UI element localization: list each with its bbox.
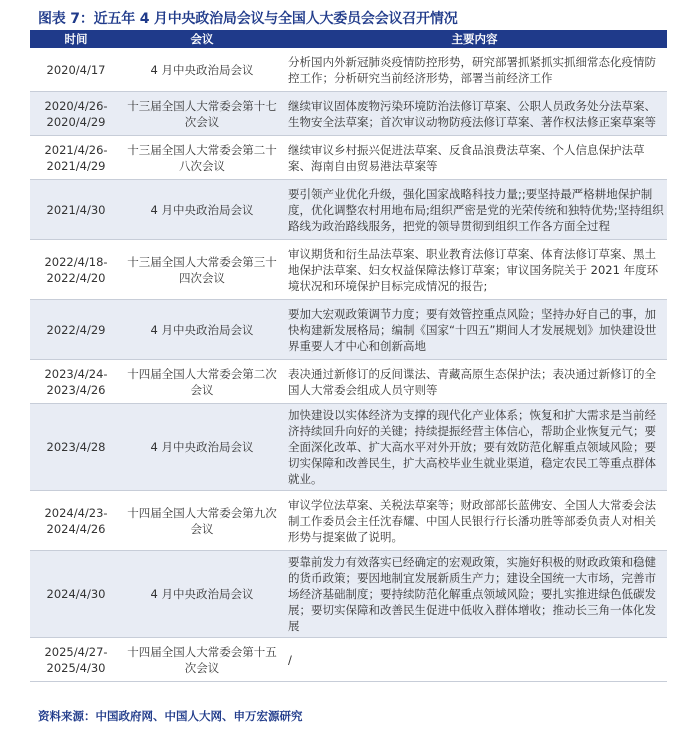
cell-content: 要靠前发力有效落实已经确定的宏观政策，实施好积极的财政政策和稳健的货币政策；要因地制宜发展新质生产力；建设全国统一大市场，完善市场经济基础制度；要持续防范化解重点领域风险；要扎实推进绿色低碳发展；要切实保障和改善民生促进中低收入群体增收；推动长三角一体化发展 xyxy=(282,551,667,638)
meetings-table xyxy=(30,30,667,682)
table-row xyxy=(30,404,667,491)
cell-meeting: 十三届全国人大常委会第十七次会议 xyxy=(122,92,282,136)
cell-content: 继续审议乡村振兴促进法草案、反食品浪费法草案、个人信息保护法草案、海南自由贸易港法草案等 xyxy=(282,136,667,180)
cell-content: 分析国内外新冠肺炎疫情防控形势，研究部署抓紧抓实抓细常态化疫情防控工作；分析研究当前经济形势，部署当前经济工作 xyxy=(282,48,667,92)
cell-content: 表决通过新修订的反间谍法、青藏高原生态保护法；表决通过新修订的全国人大常委会组成人员守则等 xyxy=(282,360,667,404)
cell-meeting: 4 月中央政治局会议 xyxy=(122,551,282,638)
cell-content: 要引领产业优化升级，强化国家战略科技力量;;要坚持最严格耕地保护制度，优化调整农村用地布局;组织严密是党的光荣传统和独特优势;坚持组织路线为政治路线服务，把党的领导贯彻到组织工作各方面全过程 xyxy=(282,180,667,240)
table-row xyxy=(30,240,667,300)
cell-meeting: 十四届全国人大常委会第十五次会议 xyxy=(122,638,282,682)
table-row xyxy=(30,136,667,180)
table-row xyxy=(30,551,667,638)
cell-meeting: 4 月中央政治局会议 xyxy=(122,404,282,491)
table-row xyxy=(30,92,667,136)
header-time: 时间 xyxy=(30,30,122,48)
cell-time: 2020/4/17 xyxy=(30,48,122,92)
cell-time: 2023/4/28 xyxy=(30,404,122,491)
cell-time: 2023/4/24-2023/4/26 xyxy=(30,360,122,404)
cell-content: 加快建设以实体经济为支撑的现代化产业体系；恢复和扩大需求是当前经济持续回升向好的关键；持续提振经营主体信心，帮助企业恢复元气；要全面深化改革、扩大高水平对外开放；要有效防范化解重点领域风险；要切实保障和改善民生，扩大高校毕业生就业渠道，稳定农民工等重点群体就业。 xyxy=(282,404,667,491)
table-row xyxy=(30,638,667,682)
cell-meeting: 4 月中央政治局会议 xyxy=(122,48,282,92)
cell-time: 2024/4/23-2024/4/26 xyxy=(30,491,122,551)
header-meeting: 会议 xyxy=(122,30,282,48)
table-row xyxy=(30,180,667,240)
cell-time: 2021/4/30 xyxy=(30,180,122,240)
cell-content: 继续审议固体废物污染环境防治法修订草案、公职人员政务处分法草案、生物安全法草案；首次审议动物防疫法修订草案、著作权法修正案草案等 xyxy=(282,92,667,136)
figure-title: 图表 7：近五年 4 月中央政治局会议与全国人大委员会会议召开情况 xyxy=(38,11,458,27)
cell-time: 2021/4/26-2021/4/29 xyxy=(30,136,122,180)
cell-meeting: 十四届全国人大常委会第二次会议 xyxy=(122,360,282,404)
cell-content: 审议学位法草案、关税法草案等；财政部部长蓝佛安、全国人大常委会法制工作委员会主任沈春耀、中国人民银行行长潘功胜等部委负责人对相关形势与提案做了说明。 xyxy=(282,491,667,551)
cell-time: 2024/4/30 xyxy=(30,551,122,638)
table-row xyxy=(30,300,667,360)
cell-content: 要加大宏观政策调节力度；要有效管控重点风险；坚持办好自己的事，加快构建新发展格局；编制《国家“十四五”期间人才发展规划》加快建设世界重要人才中心和创新高地 xyxy=(282,300,667,360)
cell-meeting: 十四届全国人大常委会第九次会议 xyxy=(122,491,282,551)
header-content: 主要内容 xyxy=(282,30,667,48)
cell-time: 2025/4/27-2025/4/30 xyxy=(30,638,122,682)
cell-content: 审议期货和衍生品法草案、职业教育法修订草案、体育法修订草案、黑土地保护法草案、妇女权益保障法修订草案；审议国务院关于 2021 年度环境状况和环境保护目标完成情况的报告; xyxy=(282,240,667,300)
cell-time: 2022/4/29 xyxy=(30,300,122,360)
table-header-row xyxy=(30,30,667,48)
cell-meeting: 十三届全国人大常委会第三十四次会议 xyxy=(122,240,282,300)
table-row xyxy=(30,360,667,404)
cell-time: 2020/4/26-2020/4/29 xyxy=(30,92,122,136)
cell-meeting: 4 月中央政治局会议 xyxy=(122,180,282,240)
table-row xyxy=(30,48,667,92)
cell-content: / xyxy=(282,638,667,682)
cell-meeting: 十三届全国人大常委会第二十八次会议 xyxy=(122,136,282,180)
cell-time: 2022/4/18-2022/4/20 xyxy=(30,240,122,300)
table-row xyxy=(30,491,667,551)
source-note: 资料来源：中国政府网、中国人大网、申万宏源研究 xyxy=(38,709,303,723)
cell-meeting: 4 月中央政治局会议 xyxy=(122,300,282,360)
